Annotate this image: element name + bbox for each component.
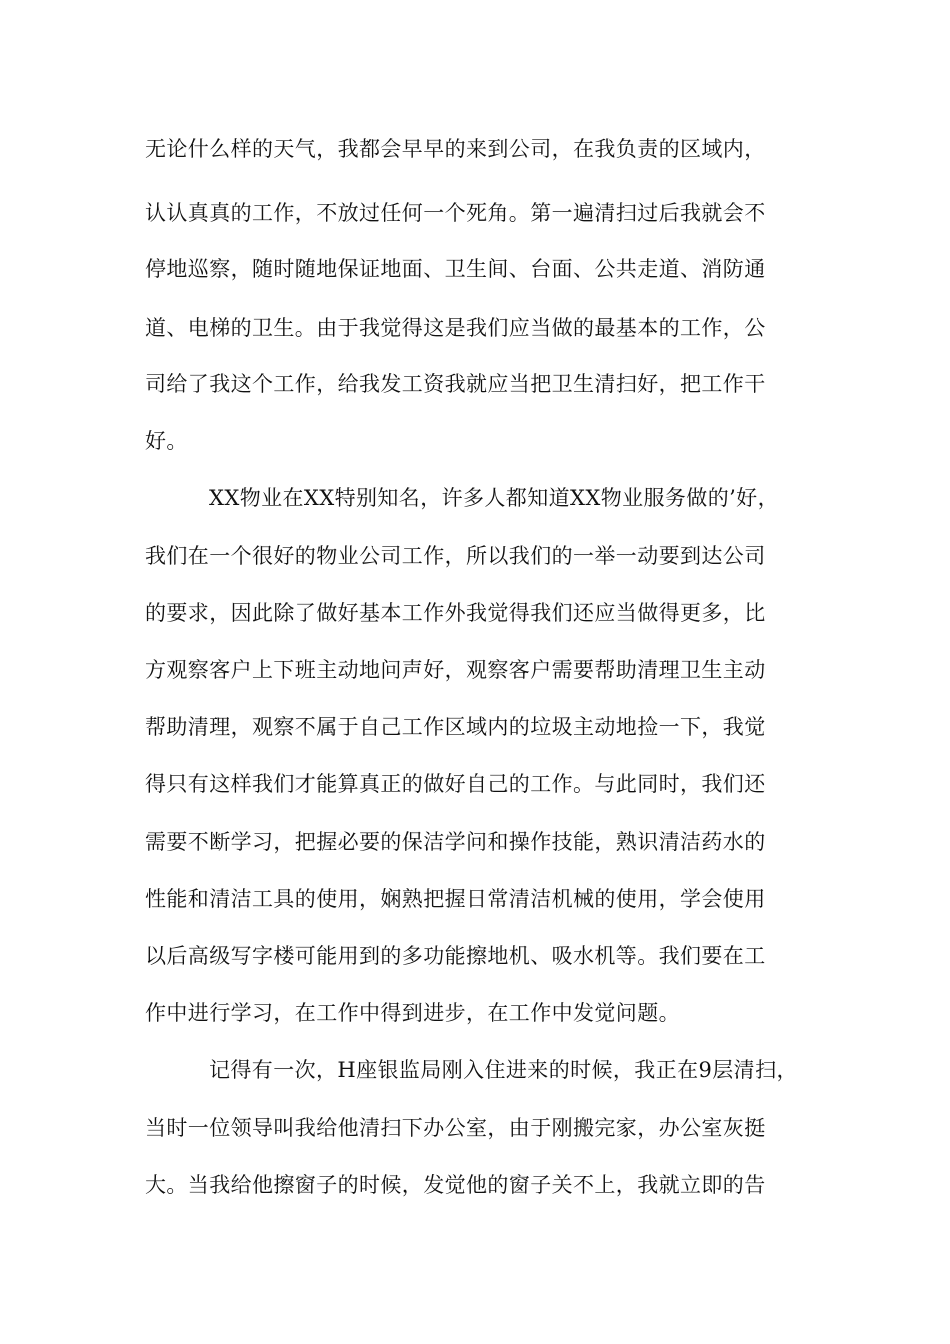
body-text-line: 方观察客户上下班主动地问声好，观察客户需要帮助清理卫生主动 (145, 658, 766, 682)
body-text-line: 需要不断学习，把握必要的保洁学问和操作技能，熟识清洁药水的 (145, 830, 766, 854)
body-text-line: 好。 (145, 429, 188, 453)
body-text-line: 停地巡察，随时随地保证地面、卫生间、台面、公共走道、消防通 (145, 257, 766, 281)
paragraph-first-line: 记得有一次，H座银监局刚入住进来的时候，我正在9层清扫， (209, 1058, 798, 1082)
paragraph-first-line: XX物业在XX特别知名，许多人都知道XX物业服务做的’好， (209, 486, 779, 510)
body-text-line: 大。当我给他擦窗子的时候，发觉他的窗子关不上，我就立即的告 (145, 1173, 766, 1197)
body-text-line: 的要求，因此除了做好基本工作外我觉得我们还应当做得更多，比 (145, 601, 766, 625)
body-text-line: 无论什么样的天气，我都会早早的来到公司，在我负责的区域内， (145, 137, 766, 161)
body-text-line: 认认真真的工作，不放过任何一个死角。第一遍清扫过后我就会不 (145, 201, 766, 225)
body-text-line: 我们在一个很好的物业公司工作，所以我们的一举一动要到达公司 (145, 544, 766, 568)
body-text-line: 帮助清理，观察不属于自己工作区域内的垃圾主动地捡一下，我觉 (145, 715, 766, 739)
body-text-line: 性能和清洁工具的使用，娴熟把握日常清洁机械的使用，学会使用 (145, 887, 766, 911)
body-text-line: 作中进行学习，在工作中得到进步，在工作中发觉问题。 (145, 1001, 680, 1025)
body-text-line: 得只有这样我们才能算真正的做好自己的工作。与此同时，我们还 (145, 772, 766, 796)
body-text-line: 以后高级写字楼可能用到的多功能擦地机、吸水机等。我们要在工 (145, 944, 766, 968)
body-text-line: 司给了我这个工作，给我发工资我就应当把卫生清扫好，把工作干 (145, 372, 766, 396)
body-text-line: 道、电梯的卫生。由于我觉得这是我们应当做的最基本的工作，公 (145, 316, 766, 340)
body-text-line: 当时一位领导叫我给他清扫下办公室，由于刚搬完家，办公室灰挺 (145, 1116, 766, 1140)
